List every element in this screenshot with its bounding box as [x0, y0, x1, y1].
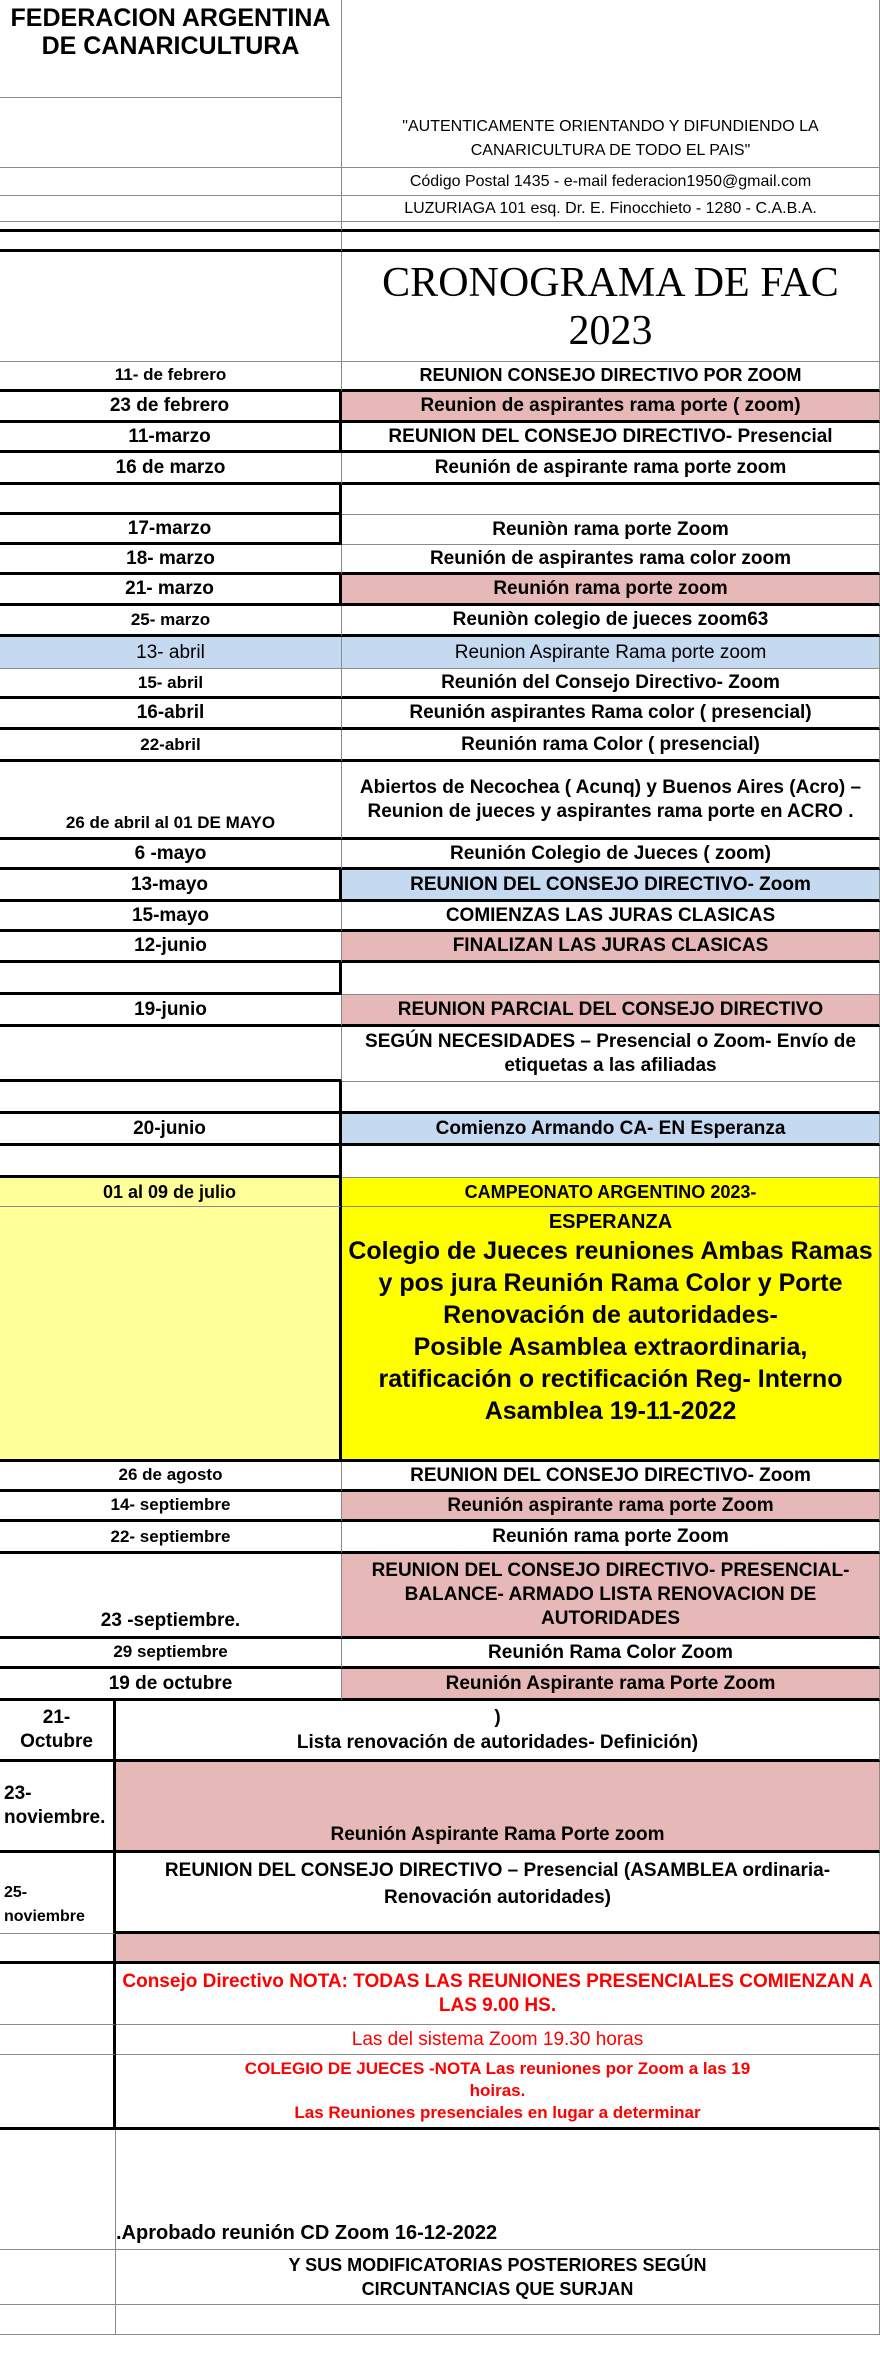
org-name: FEDERACION ARGENTINA DE CANARICULTURA: [0, 0, 342, 98]
event-desc: COMIENZAS LAS JURAS CLASICAS: [342, 902, 880, 932]
event-desc: ESPERANZA: [548, 1211, 673, 1233]
blank-cell: [342, 1146, 880, 1178]
event-desc: Reuniòn colegio de jueces zoom63: [342, 606, 880, 637]
table-row: [0, 762, 880, 840]
event-desc: REUNION DEL CONSEJO DIRECTIVO – Presencial (ASAMBLEA ordinaria- Renovación autoridades): [116, 1853, 880, 1934]
spacer-row: [0, 222, 880, 232]
event-desc: REUNION CONSEJO DIRECTIVO POR ZOOM: [342, 362, 880, 392]
event-date: 16-abril: [0, 699, 342, 730]
event-desc: Abiertos de Necochea ( Acunq) y Buenos Aires (Acro) – Reunion de jueces y aspirantes rama porte en ACRO .: [342, 762, 880, 840]
spacer-row: [0, 2305, 880, 2335]
table-row: [0, 669, 880, 699]
blank-cell: [0, 1207, 342, 1462]
event-desc: ): [494, 1707, 501, 1728]
blank-cell: [116, 1934, 880, 1964]
event-date: 16 de marzo: [0, 453, 342, 485]
jueces-note-line: Las Reuniones presenciales en lugar a determinar: [294, 2103, 701, 2122]
blank-cell: [0, 222, 342, 232]
page-title: CRONOGRAMA DE FAC 2023: [342, 252, 880, 362]
notes-row: [0, 1964, 880, 2025]
spacer-row: [0, 1082, 880, 1114]
event-desc: REUNION DEL CONSEJO DIRECTIVO- Presencial: [342, 423, 880, 453]
event-desc: REUNION DEL CONSEJO DIRECTIVO- Zoom: [342, 870, 880, 902]
table-row: [0, 1701, 880, 1762]
event-desc: Reuniòn rama porte Zoom: [342, 515, 880, 545]
table-row: [0, 902, 880, 932]
jueces-note: [116, 2055, 880, 2130]
header-row-motto: [0, 98, 880, 168]
event-desc-group: [116, 1701, 880, 1762]
event-date: 21- marzo: [0, 575, 342, 606]
event-desc: SEGÚN NECESIDADES – Presencial o Zoom- Envío de etiquetas a las afiliadas: [342, 1027, 880, 1082]
table-row: [0, 453, 880, 485]
event-date: [0, 1027, 342, 1082]
blank-cell: [0, 2250, 116, 2305]
event-date: 15- abril: [0, 669, 342, 699]
title-row: [0, 252, 880, 362]
blank-cell: [0, 2305, 116, 2335]
event-date: 15-mayo: [0, 902, 342, 932]
table-row: [0, 1492, 880, 1522]
event-desc: Reunión Aspirante Rama Porte zoom: [116, 1762, 880, 1853]
spacer-row: [0, 485, 880, 515]
table-row: [0, 1762, 880, 1853]
blank-cell: [0, 1082, 342, 1114]
blank-cell: [0, 485, 342, 515]
table-row: [0, 730, 880, 762]
event-date: 19 de octubre: [0, 1669, 342, 1701]
event-desc: Reunión rama Color ( presencial): [342, 730, 880, 762]
table-row: [0, 637, 880, 669]
table-row: [0, 932, 880, 963]
event-desc: REUNION DEL CONSEJO DIRECTIVO- PRESENCIAL- BALANCE- ARMADO LISTA RENOVACION DE AUTORIDADES: [342, 1554, 880, 1639]
table-row: [0, 362, 880, 392]
spacer-row: [0, 963, 880, 995]
table-row: [0, 1853, 880, 1934]
event-date: 22-abril: [0, 730, 342, 762]
blank-cell: [0, 2130, 116, 2250]
notes-row: [0, 2055, 880, 2130]
blank-cell: [116, 2305, 880, 2335]
table-row: [0, 1114, 880, 1146]
blank-cell: [342, 485, 880, 515]
table-row: [0, 1522, 880, 1554]
spacer-row: [0, 1934, 880, 1964]
event-date: 23 de febrero: [0, 392, 342, 423]
event-date: 20-junio: [0, 1114, 342, 1146]
championship-details: [342, 1207, 880, 1462]
event-date: 13- abril: [0, 637, 342, 669]
table-row: [0, 1639, 880, 1669]
blank-cell: [0, 168, 342, 196]
event-desc: Reunión rama porte zoom: [342, 575, 880, 606]
event-desc: Reunión del Consejo Directivo- Zoom: [342, 669, 880, 699]
table-row: [0, 606, 880, 637]
table-row: [0, 423, 880, 453]
event-desc: CAMPEONATO ARGENTINO 2023-: [342, 1178, 880, 1207]
event-date: 22- septiembre: [0, 1522, 342, 1554]
event-date: 11-marzo: [0, 423, 342, 453]
motto: "AUTENTICAMENTE ORIENTANDO Y DIFUNDIENDO LA CANARICULTURA DE TODO EL PAIS": [342, 98, 880, 168]
blank-cell: [0, 963, 342, 995]
blank-cell: [342, 222, 880, 232]
event-date: 11- de febrero: [0, 362, 342, 392]
event-desc: Reunión Rama Color Zoom: [342, 1639, 880, 1669]
event-desc: Renovación de autoridades-: [443, 1301, 778, 1329]
consejo-note: Consejo Directivo NOTA: TODAS LAS REUNIONES PRESENCIALES COMIENZAN A LAS 9.00 HS.: [116, 1964, 880, 2025]
blank-cell: [342, 1082, 880, 1114]
spacer-row: [0, 1146, 880, 1178]
header-row-postal: [0, 168, 880, 196]
table-row: [0, 699, 880, 730]
event-date: 23- noviembre.: [0, 1762, 116, 1853]
event-date: 26 de abril al 01 DE MAYO: [0, 762, 342, 840]
table-row: [0, 840, 880, 870]
event-date: 01 al 09 de julio: [0, 1178, 342, 1207]
event-desc: Colegio de Jueces reuniones Ambas Ramas y pos jura Reunión Rama Color y Porte: [348, 1237, 873, 1297]
event-desc: Reunión rama porte Zoom: [342, 1522, 880, 1554]
event-date: 18- marzo: [0, 545, 342, 575]
blank-cell: [0, 2025, 116, 2055]
blank-cell: [342, 963, 880, 995]
table-row-championship: [0, 1207, 880, 1462]
event-desc: Lista renovación de autoridades- Definición): [296, 1732, 699, 1753]
blank-cell: [0, 252, 342, 362]
event-desc: Comienzo Armando CA- EN Esperanza: [342, 1114, 880, 1146]
event-date: 25- noviembre: [0, 1853, 116, 1934]
event-desc: Posible Asamblea extraordinaria, ratificación o rectificación Reg- Interno Asamblea 19-11-2022: [378, 1333, 843, 1425]
approved-note: .Aprobado reunión CD Zoom 16-12-2022: [116, 2130, 880, 2250]
table-row: [0, 515, 880, 545]
event-desc: REUNION PARCIAL DEL CONSEJO DIRECTIVO: [342, 995, 880, 1027]
blank-cell: [0, 2055, 116, 2130]
event-date: 25- marzo: [0, 606, 342, 637]
table-row: [0, 1554, 880, 1639]
header-row-address: [0, 196, 880, 222]
blank-cell: [0, 1934, 116, 1964]
event-date: 6 -mayo: [0, 840, 342, 870]
notes-row: [0, 2025, 880, 2055]
event-desc: Reunión de aspirante rama porte zoom: [342, 453, 880, 485]
postal-email: Código Postal 1435 - e-mail federacion1950@gmail.com: [342, 168, 880, 196]
table-row: [0, 1669, 880, 1701]
table-row: [0, 1178, 880, 1207]
event-date: 23 -septiembre.: [0, 1554, 342, 1639]
event-desc: Reunión Aspirante rama Porte Zoom: [342, 1669, 880, 1701]
table-row: [0, 870, 880, 902]
approval-row: [0, 2130, 880, 2250]
blank-cell: [0, 196, 342, 222]
blank-cell: [0, 1964, 116, 2025]
event-desc: Reunión aspirantes Rama color ( presencial): [342, 699, 880, 730]
event-desc: REUNION DEL CONSEJO DIRECTIVO- Zoom: [342, 1462, 880, 1492]
event-desc: FINALIZAN LAS JURAS CLASICAS: [342, 932, 880, 963]
event-desc: Reunión Colegio de Jueces ( zoom): [342, 840, 880, 870]
event-date: 12-junio: [0, 932, 342, 963]
event-desc: Reunión de aspirantes rama color zoom: [342, 545, 880, 575]
zoom-note: Las del sistema Zoom 19.30 horas: [116, 2025, 880, 2055]
header-blank: [342, 0, 880, 98]
spacer-row: [0, 232, 880, 252]
table-row: [0, 1462, 880, 1492]
event-date: 19-junio: [0, 995, 342, 1027]
event-desc: Reunion Aspirante Rama porte zoom: [342, 637, 880, 669]
blank-cell: [0, 1146, 342, 1178]
address: LUZURIAGA 101 esq. Dr. E. Finocchieto - 1280 - C.A.B.A.: [342, 196, 880, 222]
table-row: [0, 1027, 880, 1082]
table-row: [0, 995, 880, 1027]
blank-cell: [0, 232, 342, 252]
event-date: 13-mayo: [0, 870, 342, 902]
blank-cell: [0, 98, 342, 168]
event-date: 14- septiembre: [0, 1492, 342, 1522]
header-row-org: [0, 0, 880, 98]
table-row: [0, 545, 880, 575]
table-row: [0, 575, 880, 606]
event-date: 26 de agosto: [0, 1462, 342, 1492]
blank-cell: [342, 232, 880, 252]
modifications-note: Y SUS MODIFICATORIAS POSTERIORES SEGÚN CIRCUNTANCIAS QUE SURJAN: [116, 2250, 880, 2305]
event-desc: Reunion de aspirantes rama porte ( zoom): [342, 392, 880, 423]
event-date: 21- Octubre: [0, 1701, 116, 1762]
event-date: 29 septiembre: [0, 1639, 342, 1669]
table-row: [0, 392, 880, 423]
event-date: 17-marzo: [0, 515, 342, 545]
event-desc: Reunión aspirante rama porte Zoom: [342, 1492, 880, 1522]
jueces-note-line: COLEGIO DE JUECES -NOTA Las reuniones por Zoom a las 19 hoiras.: [244, 2059, 751, 2100]
modifications-row: [0, 2250, 880, 2305]
